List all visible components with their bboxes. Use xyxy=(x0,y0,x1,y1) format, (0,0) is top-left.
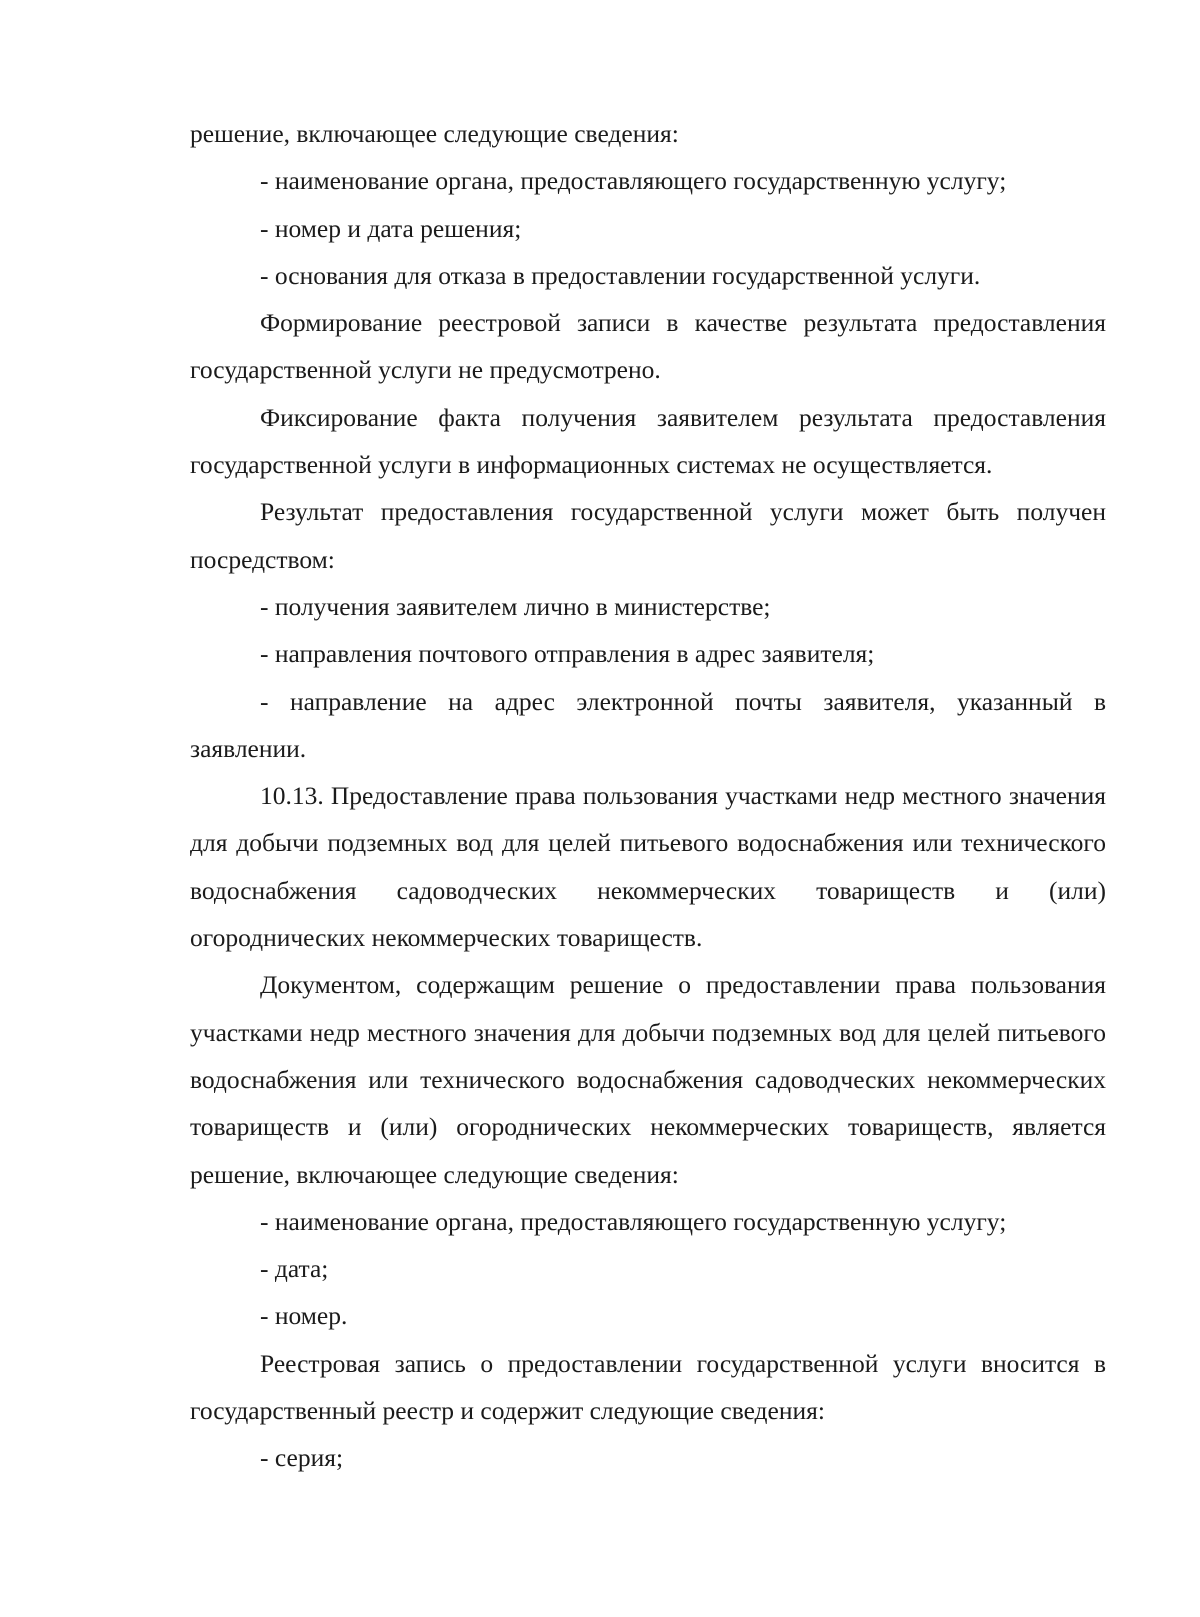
list-item-postal: - направления почтового отправления в адрес заявителя; xyxy=(260,639,875,669)
list-item-refusal-grounds: - основания для отказа в предоставлении государственной услуги. xyxy=(260,260,981,290)
paragraph-registry-record-not-provided: Формирование реестровой записи в качестве результата предоставления государственной услуги не предусмотрено. xyxy=(190,308,1106,385)
section-heading-10-13: 10.13. Предоставление права пользования участками недр местного значения для добычи подземных вод для целей питьевого водоснабжения или технического водоснабжения садоводческих некоммерческих товариществ и (или) огороднических некоммерческих товариществ. xyxy=(190,781,1106,953)
paragraph-result-receipt-fixation: Фиксирование факта получения заявителем результата предоставления государственной услуги в информационных системах не осуществляется. xyxy=(190,402,1106,480)
list-item-in-person: - получения заявителем лично в министерстве; xyxy=(260,591,771,621)
list-item-decision-number-date: - номер и дата решения; xyxy=(260,213,522,243)
document-text xyxy=(190,110,1106,1482)
list-item-email: - направление на адрес электронной почты заявителя, указанный в заявлении. xyxy=(190,686,1106,763)
list-item-series: - серия; xyxy=(260,1443,344,1473)
list-item-authority-name-2: - наименование органа, предоставляющего государственную услугу; xyxy=(260,1206,1007,1236)
paragraph-result-obtain-methods: Результат предоставления государственной услуги может быть получен посредством: xyxy=(190,497,1106,574)
list-item-number: - номер. xyxy=(260,1301,348,1331)
list-item-date: - дата; xyxy=(260,1254,329,1284)
paragraph-decision-document: Документом, содержащим решение о предоставлении права пользования участками недр местного значения для добычи подземных вод для целей питьевого водоснабжения или технического водоснабжения садоводческих некоммерческих товариществ и (или) огороднических некоммерческих товариществ, является решение, включающее следующие сведения: xyxy=(190,970,1106,1189)
paragraph-registry-entry: Реестровая запись о предоставлении государственной услуги вносится в государственный реестр и содержит следующие сведения: xyxy=(190,1348,1106,1426)
list-item-authority-name: - наименование органа, предоставляющего государственную услугу; xyxy=(260,166,1007,196)
paragraph-decision-continued: решение, включающее следующие сведения: xyxy=(190,119,679,148)
